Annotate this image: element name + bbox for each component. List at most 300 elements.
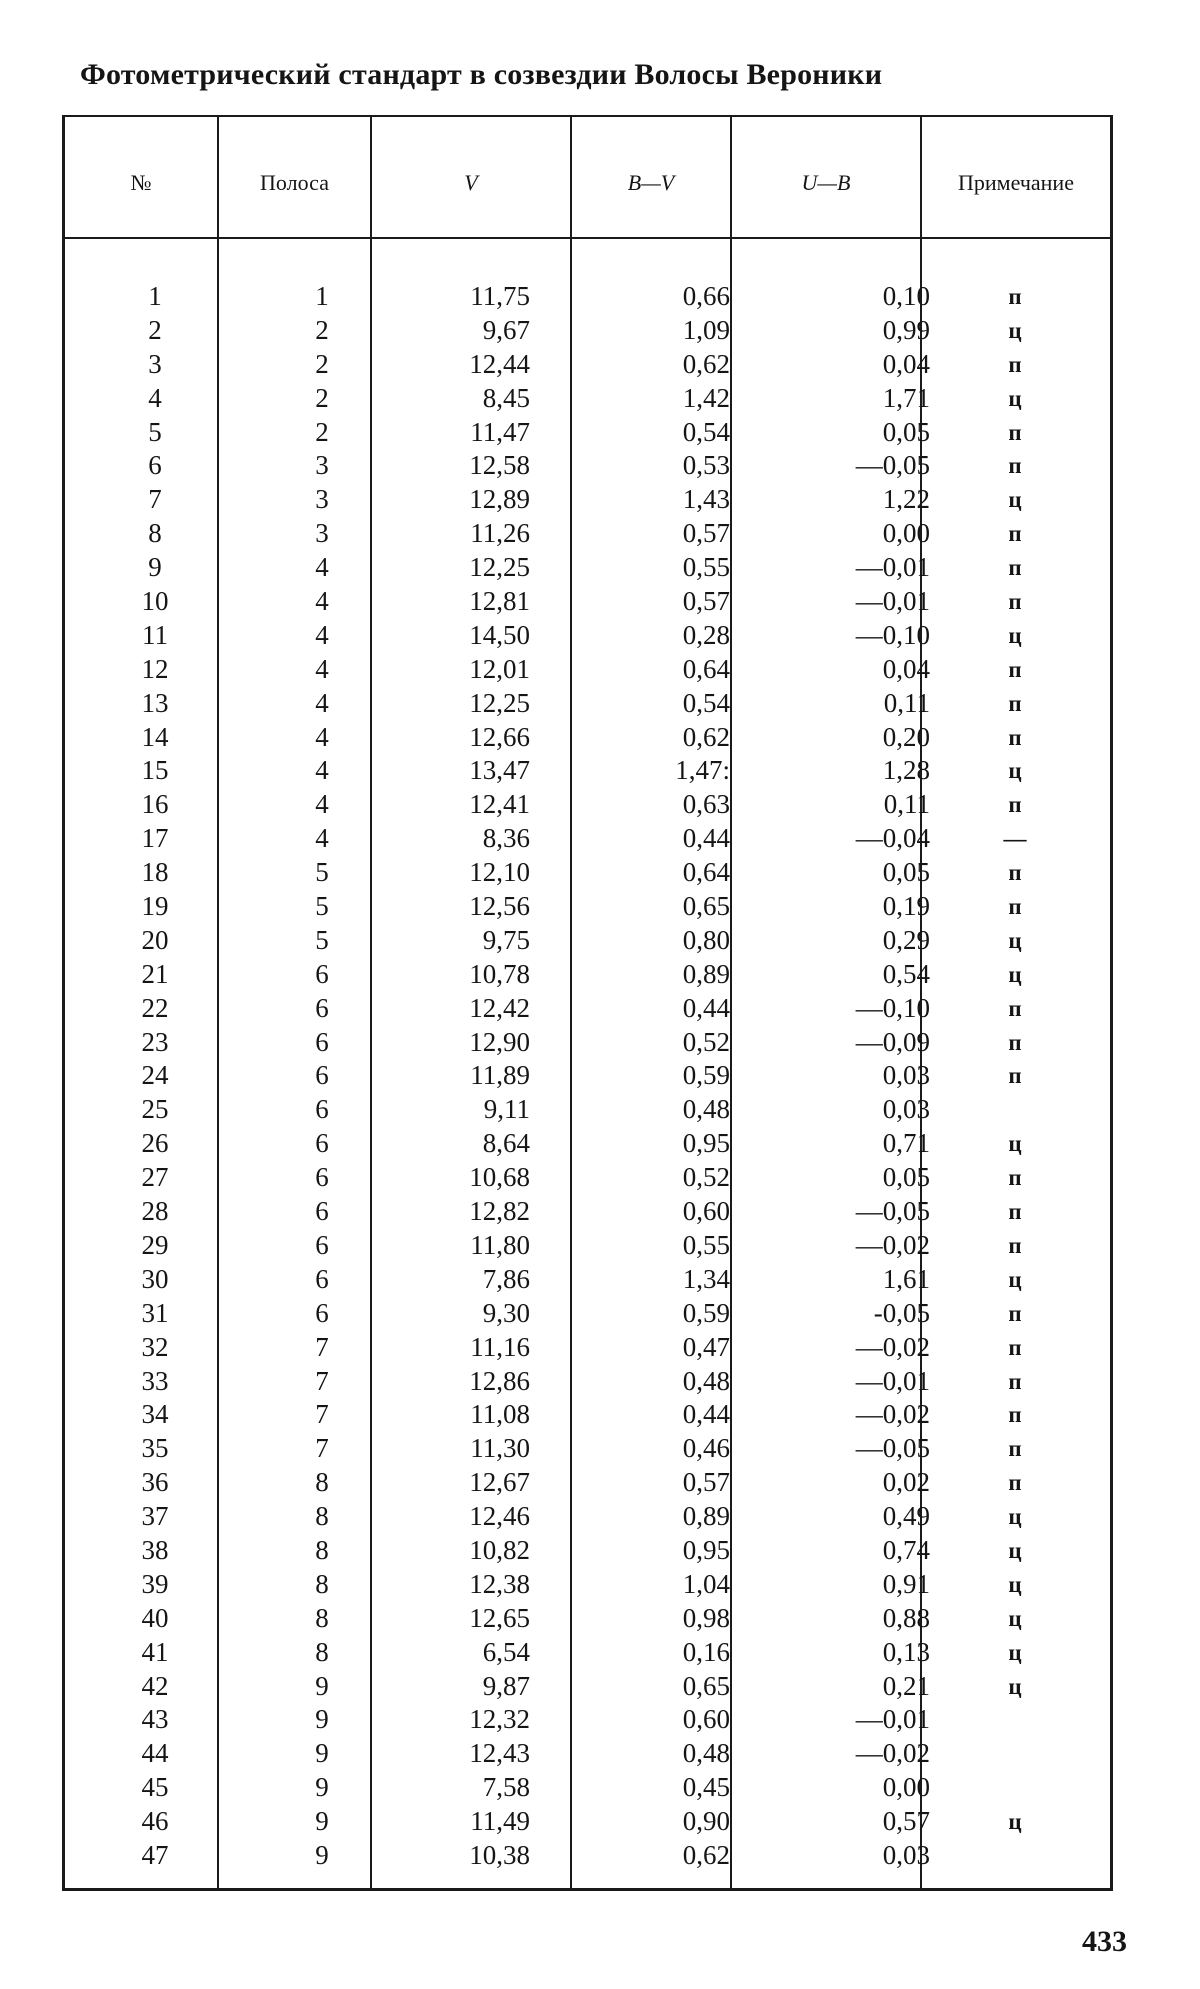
cell-note: п	[1008, 1470, 1022, 1496]
table-row	[60, 1839, 1115, 1873]
cell-note: —	[1003, 826, 1027, 852]
cell-band: 8	[315, 1467, 329, 1498]
cell-v: 11,30	[470, 1433, 530, 1464]
cell-b-v: 0,90	[682, 1806, 730, 1837]
cell-v: 12,58	[469, 450, 530, 481]
cell-note: п	[1008, 589, 1022, 615]
cell-number: 44	[141, 1738, 169, 1769]
cell-number: 29	[141, 1229, 169, 1260]
header-u-b: U—B	[801, 170, 851, 195]
cell-b-v: 0,64	[682, 857, 730, 888]
table-row	[60, 1398, 1115, 1432]
cell-u-b: —0,09	[855, 1026, 930, 1057]
cell-u-b: 1,71	[882, 382, 930, 413]
cell-v: 12,25	[469, 552, 530, 583]
cell-b-v: 0,62	[682, 348, 730, 379]
cell-number: 12	[141, 653, 169, 684]
cell-u-b: —0,01	[855, 1704, 930, 1735]
cell-number: 16	[141, 789, 169, 820]
cell-band: 7	[315, 1399, 329, 1430]
cell-note: п	[1008, 1232, 1022, 1258]
cell-v: 9,67	[482, 314, 530, 345]
cell-b-v: 0,47	[682, 1331, 730, 1362]
header-number: №	[130, 170, 152, 195]
cell-band: 6	[315, 958, 329, 989]
cell-note: ц	[1008, 758, 1022, 784]
table-row	[60, 822, 1115, 856]
header-note: Примечание	[958, 170, 1074, 195]
cell-band: 5	[315, 857, 329, 888]
cell-u-b: —0,02	[855, 1738, 930, 1769]
cell-number: 42	[141, 1670, 169, 1701]
header-divider	[62, 237, 1113, 239]
cell-number: 36	[141, 1467, 169, 1498]
cell-note: п	[1008, 419, 1022, 445]
cell-note: ц	[1008, 487, 1022, 513]
cell-b-v: 0,98	[682, 1602, 730, 1633]
cell-band: 8	[315, 1501, 329, 1532]
cell-note: ц	[1008, 385, 1022, 411]
cell-note: п	[1008, 521, 1022, 547]
cell-u-b: —0,02	[855, 1331, 930, 1362]
cell-band: 9	[315, 1704, 329, 1735]
cell-note: п	[1008, 1334, 1022, 1360]
cell-u-b: 1,28	[882, 755, 930, 786]
cell-band: 7	[315, 1331, 329, 1362]
table-row	[60, 619, 1115, 653]
cell-b-v: 0,89	[682, 958, 730, 989]
cell-v: 12,41	[469, 789, 530, 820]
cell-b-v: 0,54	[682, 687, 730, 718]
table-row	[60, 1161, 1115, 1195]
cell-u-b: 0,03	[882, 1060, 930, 1091]
cell-band: 8	[315, 1534, 329, 1565]
table-row	[60, 1331, 1115, 1365]
cell-b-v: 0,55	[682, 1229, 730, 1260]
cell-band: 9	[315, 1772, 329, 1803]
cell-u-b: 0,71	[882, 1128, 930, 1159]
cell-b-v: 0,60	[682, 1196, 730, 1227]
cell-b-v: 0,63	[682, 789, 730, 820]
cell-band: 3	[315, 518, 329, 549]
cell-number: 8	[148, 518, 162, 549]
cell-v: 12,43	[469, 1738, 530, 1769]
table-row	[60, 1568, 1115, 1602]
table-row	[60, 1432, 1115, 1466]
table-row	[60, 1093, 1115, 1127]
cell-note: п	[1008, 656, 1022, 682]
cell-note: п	[1008, 792, 1022, 818]
cell-number: 45	[141, 1772, 169, 1803]
table-row	[60, 1500, 1115, 1534]
cell-b-v: 0,64	[682, 653, 730, 684]
cell-number: 7	[148, 484, 162, 515]
cell-b-v: 0,65	[682, 1670, 730, 1701]
cell-note: п	[1008, 1199, 1022, 1225]
cell-number: 30	[141, 1263, 169, 1294]
cell-b-v: 0,66	[682, 281, 730, 311]
cell-note: ц	[1008, 317, 1022, 343]
cell-note: ц	[1008, 1605, 1022, 1631]
cell-note: ц	[1008, 1266, 1022, 1292]
cell-u-b: 0,05	[882, 416, 930, 447]
cell-band: 5	[315, 924, 329, 955]
cell-v: 11,16	[470, 1331, 530, 1362]
cell-b-v: 1,09	[682, 314, 730, 345]
cell-note: ц	[1008, 1809, 1022, 1835]
cell-b-v: 1,43	[682, 484, 730, 515]
cell-band: 2	[315, 314, 329, 345]
cell-number: 38	[141, 1534, 169, 1565]
table-row	[60, 1703, 1115, 1737]
cell-v: 12,46	[469, 1501, 530, 1532]
cell-band: 7	[315, 1365, 329, 1396]
table-row	[60, 1805, 1115, 1839]
cell-b-v: 0,52	[682, 1162, 730, 1193]
table-top-border	[62, 115, 1113, 117]
cell-v: 12,01	[469, 653, 530, 684]
cell-v: 12,56	[469, 891, 530, 922]
cell-b-v: 0,44	[682, 992, 730, 1023]
cell-u-b: 0,29	[882, 924, 930, 955]
cell-u-b: 0,02	[882, 1467, 930, 1498]
cell-v: 12,89	[469, 484, 530, 515]
cell-v: 11,26	[470, 518, 530, 549]
cell-band: 4	[315, 755, 329, 786]
cell-note: п	[1008, 555, 1022, 581]
cell-band: 6	[315, 1026, 329, 1057]
table-row	[60, 1670, 1115, 1704]
table-row	[60, 1195, 1115, 1229]
cell-b-v: 0,80	[682, 924, 730, 955]
table-row	[60, 1737, 1115, 1771]
cell-v: 12,82	[469, 1196, 530, 1227]
cell-number: 13	[141, 687, 169, 718]
cell-note: ц	[1008, 927, 1022, 953]
cell-u-b: —0,10	[855, 619, 930, 650]
cell-u-b: 0,00	[882, 1772, 930, 1803]
cell-v: 9,87	[482, 1670, 530, 1701]
cell-u-b: 0,21	[882, 1670, 930, 1701]
cell-b-v: 0,62	[682, 1839, 730, 1870]
cell-number: 15	[141, 755, 169, 786]
cell-number: 4	[148, 382, 162, 413]
cell-u-b: 0,11	[883, 687, 930, 718]
table-row	[60, 416, 1115, 450]
cell-number: 34	[141, 1399, 169, 1430]
cell-v: 7,86	[482, 1263, 530, 1294]
cell-v: 6,54	[482, 1636, 530, 1667]
cell-b-v: 0,46	[682, 1433, 730, 1464]
cell-b-v: 0,48	[682, 1365, 730, 1396]
cell-number: 17	[141, 823, 169, 854]
table-row	[60, 856, 1115, 890]
cell-u-b: —0,05	[855, 1196, 930, 1227]
cell-b-v: 0,28	[682, 619, 730, 650]
header-b-v: B—V	[627, 170, 675, 195]
cell-number: 27	[141, 1162, 169, 1193]
cell-note: п	[1008, 453, 1022, 479]
cell-v: 9,11	[483, 1094, 530, 1125]
header-band: Полоса	[260, 170, 329, 195]
cell-v: 13,47	[469, 755, 530, 786]
table-row	[60, 1636, 1115, 1670]
cell-band: 1	[315, 281, 329, 311]
table-row	[60, 585, 1115, 619]
cell-u-b: 0,74	[882, 1534, 930, 1565]
cell-u-b: —0,01	[855, 586, 930, 617]
photometric-table	[60, 115, 1115, 1895]
cell-v: 10,68	[469, 1162, 530, 1193]
cell-note: п	[1008, 1300, 1022, 1326]
table-row	[60, 280, 1115, 314]
table-body	[60, 280, 1115, 1873]
cell-v: 14,50	[469, 619, 530, 650]
cell-v: 12,42	[469, 992, 530, 1023]
cell-v: 8,36	[482, 823, 530, 854]
cell-v: 11,08	[470, 1399, 530, 1430]
cell-number: 31	[141, 1297, 169, 1328]
cell-b-v: 0,59	[682, 1060, 730, 1091]
cell-band: 6	[315, 1263, 329, 1294]
cell-number: 24	[141, 1060, 169, 1091]
cell-b-v: 0,60	[682, 1704, 730, 1735]
cell-b-v: 0,62	[682, 721, 730, 752]
table-row	[60, 924, 1115, 958]
cell-note: п	[1008, 1402, 1022, 1428]
cell-u-b: 0,20	[882, 721, 930, 752]
cell-number: 19	[141, 891, 169, 922]
cell-note: ц	[1008, 1673, 1022, 1699]
cell-v: 8,64	[482, 1128, 530, 1159]
table-row	[60, 754, 1115, 788]
cell-b-v: 0,89	[682, 1501, 730, 1532]
cell-u-b: —0,02	[855, 1229, 930, 1260]
cell-number: 22	[141, 992, 169, 1023]
cell-band: 6	[315, 1196, 329, 1227]
cell-u-b: 0,04	[882, 653, 930, 684]
table-row	[60, 1771, 1115, 1805]
cell-note: ц	[1008, 1131, 1022, 1157]
cell-u-b: 0,10	[882, 281, 930, 311]
cell-u-b: 0,49	[882, 1501, 930, 1532]
cell-note: ц	[1008, 1639, 1022, 1665]
cell-note: п	[1008, 690, 1022, 716]
cell-band: 3	[315, 484, 329, 515]
cell-v: 12,25	[469, 687, 530, 718]
table-row	[60, 1466, 1115, 1500]
cell-band: 6	[315, 1297, 329, 1328]
cell-number: 40	[141, 1602, 169, 1633]
cell-u-b: 0,91	[882, 1568, 930, 1599]
cell-u-b: —0,01	[855, 552, 930, 583]
cell-number: 14	[141, 721, 169, 752]
cell-band: 9	[315, 1738, 329, 1769]
cell-b-v: 0,48	[682, 1738, 730, 1769]
cell-note: ц	[1008, 961, 1022, 987]
cell-band: 4	[315, 687, 329, 718]
cell-b-v: 0,59	[682, 1297, 730, 1328]
cell-b-v: 0,57	[682, 586, 730, 617]
cell-u-b: 0,00	[882, 518, 930, 549]
cell-v: 7,58	[482, 1772, 530, 1803]
cell-number: 47	[141, 1839, 169, 1870]
cell-u-b: 0,19	[882, 891, 930, 922]
cell-note: п	[1008, 995, 1022, 1021]
page-number: 433	[1082, 1925, 1127, 1958]
cell-number: 10	[141, 586, 169, 617]
table-row	[60, 653, 1115, 687]
cell-band: 5	[315, 891, 329, 922]
cell-note: ц	[1008, 1504, 1022, 1530]
cell-u-b: -0,05	[873, 1297, 930, 1328]
table-row	[60, 483, 1115, 517]
cell-v: 12,66	[469, 721, 530, 752]
table-row	[60, 1365, 1115, 1399]
cell-u-b: 0,13	[882, 1636, 930, 1667]
cell-v: 11,47	[470, 416, 530, 447]
cell-b-v: 1,47:	[675, 755, 730, 786]
cell-b-v: 0,53	[682, 450, 730, 481]
cell-note: ц	[1008, 1537, 1022, 1563]
cell-u-b: 0,11	[883, 789, 930, 820]
cell-number: 26	[141, 1128, 169, 1159]
table-row	[60, 958, 1115, 992]
cell-number: 33	[141, 1365, 169, 1396]
cell-band: 4	[315, 619, 329, 650]
table-row	[60, 1127, 1115, 1161]
cell-v: 12,67	[469, 1467, 530, 1498]
cell-v: 11,89	[470, 1060, 530, 1091]
cell-band: 6	[315, 1094, 329, 1125]
cell-band: 9	[315, 1806, 329, 1837]
cell-note: п	[1008, 724, 1022, 750]
cell-u-b: —0,05	[855, 1433, 930, 1464]
cell-band: 4	[315, 721, 329, 752]
cell-number: 35	[141, 1433, 169, 1464]
cell-number: 11	[142, 619, 168, 650]
table-row	[60, 1059, 1115, 1093]
cell-band: 4	[315, 586, 329, 617]
cell-v: 10,38	[469, 1839, 530, 1870]
table-row	[60, 1229, 1115, 1263]
cell-u-b: 1,61	[882, 1263, 930, 1294]
cell-v: 11,80	[470, 1229, 530, 1260]
cell-v: 10,78	[469, 958, 530, 989]
table-row	[60, 890, 1115, 924]
cell-note: п	[1008, 284, 1022, 309]
cell-u-b: 0,57	[882, 1806, 930, 1837]
cell-v: 12,32	[469, 1704, 530, 1735]
cell-band: 2	[315, 416, 329, 447]
cell-b-v: 1,34	[682, 1263, 730, 1294]
cell-number: 28	[141, 1196, 169, 1227]
cell-u-b: 0,99	[882, 314, 930, 345]
page-title: Фотометрический стандарт в созвездии Волосы Вероники	[80, 58, 883, 91]
cell-b-v: 0,54	[682, 416, 730, 447]
cell-b-v: 0,44	[682, 1399, 730, 1430]
cell-b-v: 0,48	[682, 1094, 730, 1125]
header-v: V	[464, 170, 478, 195]
table-row	[60, 1534, 1115, 1568]
table-bottom-border	[62, 1888, 1113, 1891]
cell-band: 4	[315, 653, 329, 684]
cell-number: 25	[141, 1094, 169, 1125]
cell-v: 11,75	[470, 281, 530, 311]
cell-band: 4	[315, 789, 329, 820]
cell-note: п	[1008, 1436, 1022, 1462]
cell-note: п	[1008, 894, 1022, 920]
table-row	[60, 449, 1115, 483]
cell-b-v: 0,44	[682, 823, 730, 854]
cell-note: п	[1008, 1029, 1022, 1055]
cell-number: 39	[141, 1568, 169, 1599]
cell-band: 6	[315, 992, 329, 1023]
cell-note: п	[1008, 1165, 1022, 1191]
cell-v: 12,90	[469, 1026, 530, 1057]
table-row	[60, 551, 1115, 585]
cell-number: 2	[148, 314, 162, 345]
cell-note: ц	[1008, 622, 1022, 648]
cell-note: п	[1008, 1063, 1022, 1089]
cell-u-b: 0,03	[882, 1839, 930, 1870]
cell-number: 20	[141, 924, 169, 955]
cell-b-v: 0,55	[682, 552, 730, 583]
cell-b-v: 0,57	[682, 518, 730, 549]
table-row	[60, 1297, 1115, 1331]
table-row	[60, 788, 1115, 822]
cell-band: 6	[315, 1229, 329, 1260]
cell-band: 6	[315, 1162, 329, 1193]
cell-band: 8	[315, 1636, 329, 1667]
cell-note: п	[1008, 860, 1022, 886]
table-row	[60, 1602, 1115, 1636]
cell-band: 4	[315, 552, 329, 583]
table-row	[60, 687, 1115, 721]
table-row	[60, 992, 1115, 1026]
cell-note: п	[1008, 351, 1022, 377]
cell-u-b: —0,02	[855, 1399, 930, 1430]
cell-b-v: 1,42	[682, 382, 730, 413]
cell-band: 3	[315, 450, 329, 481]
cell-v: 12,86	[469, 1365, 530, 1396]
cell-band: 2	[315, 382, 329, 413]
cell-b-v: 0,95	[682, 1534, 730, 1565]
cell-b-v: 0,16	[682, 1636, 730, 1667]
cell-band: 2	[315, 348, 329, 379]
table-row	[60, 348, 1115, 382]
cell-b-v: 0,95	[682, 1128, 730, 1159]
cell-number: 5	[148, 416, 162, 447]
cell-b-v: 0,45	[682, 1772, 730, 1803]
cell-number: 23	[141, 1026, 169, 1057]
cell-band: 9	[315, 1839, 329, 1870]
cell-band: 8	[315, 1602, 329, 1633]
cell-u-b: 0,03	[882, 1094, 930, 1125]
cell-v: 12,65	[469, 1602, 530, 1633]
table-row	[60, 382, 1115, 416]
cell-b-v: 0,65	[682, 891, 730, 922]
cell-number: 37	[141, 1501, 169, 1532]
cell-number: 6	[148, 450, 162, 481]
cell-u-b: 0,54	[882, 958, 930, 989]
cell-number: 32	[141, 1331, 169, 1362]
cell-number: 9	[148, 552, 162, 583]
cell-band: 8	[315, 1568, 329, 1599]
cell-v: 8,45	[482, 382, 530, 413]
cell-u-b: —0,05	[855, 450, 930, 481]
table-row	[60, 721, 1115, 755]
